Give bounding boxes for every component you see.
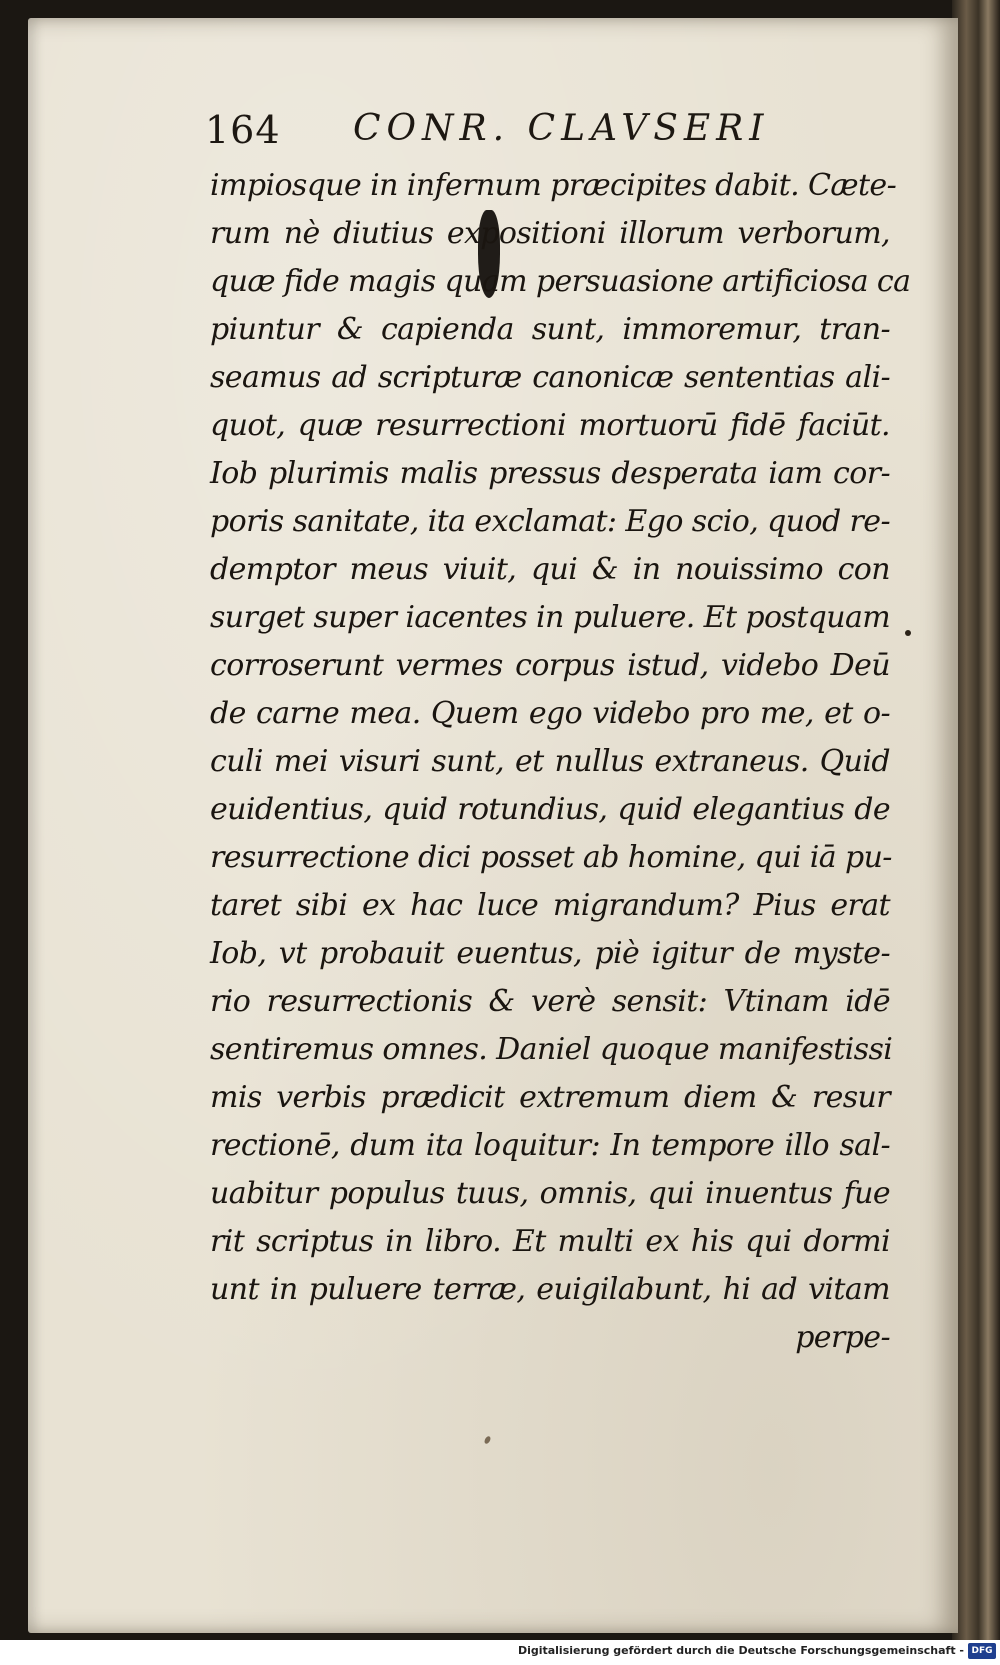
text-line: quæ fide magis quam persuasione artificiosa ca (210, 264, 911, 299)
text-line: corroserunt vermes corpus istud, videbo Deū (210, 648, 890, 683)
book-edge (952, 0, 1000, 1640)
text-line: sentiremus omnes. Daniel quoque manifestissi (210, 1032, 893, 1067)
paper-speck (905, 630, 911, 636)
text-line: rectionē, dum ita loquitur: In tempore illo sal- (210, 1128, 890, 1163)
text-line: rum nè diutius expositioni illorum verborum, (210, 216, 890, 251)
text-line: impiosque in infernum præcipites dabit. Cæte- (210, 168, 897, 203)
text-line: poris sanitate, ita exclamat: Ego scio, quod re- (210, 504, 890, 539)
text-line: de carne mea. Quem ego videbo pro me, et o- (210, 696, 890, 731)
text-line: surget super iacentes in puluere. Et postquam (210, 600, 891, 635)
text-line: rio resurrectionis & verè sensit: Vtinam idē (210, 984, 890, 1019)
body-text (210, 162, 911, 1362)
text-line: euidentius, quid rotundius, quid elegantius de (210, 792, 890, 827)
dfg-logo: DFG (968, 1643, 996, 1659)
running-head: CONR. CLAVSERI (353, 108, 770, 149)
funding-credit: Digitalisierung gefördert durch die Deutsche Forschungsgemeinschaft - (517, 1644, 964, 1657)
text-line: piuntur & capienda sunt, immoremur, tran- (210, 312, 890, 347)
footer-bar (0, 1640, 1000, 1665)
text-line: culi mei visuri sunt, et nullus extraneus. Quid (210, 744, 890, 779)
text-line: demptor meus viuit, qui & in nouissimo con (210, 552, 890, 587)
catchword: perpe- (795, 1320, 890, 1355)
text-line: resurrectione dici posset ab homine, qui iā pu- (210, 840, 892, 875)
page-number: 164 (205, 108, 281, 152)
text-line: uabitur populus tuus, omnis, qui inuentus fue (210, 1176, 890, 1211)
text-line: quot, quæ resurrectioni mortuorū fidē faciūt. (210, 408, 890, 443)
text-line: mis verbis prædicit extremum diem & resur (210, 1080, 890, 1115)
page-header (205, 108, 805, 156)
text-line: seamus ad scripturæ canonicæ sententias ali- (210, 360, 890, 395)
text-line: rit scriptus in libro. Et multi ex his qui dormi (210, 1224, 890, 1259)
text-line: unt in puluere terræ, euigilabunt, hi ad vitam (210, 1272, 890, 1307)
text-line: Iob, vt probauit euentus, piè igitur de myste- (210, 936, 890, 971)
text-line: taret sibi ex hac luce migrandum? Pius erat (210, 888, 890, 923)
text-line: Iob plurimis malis pressus desperata iam cor- (210, 456, 890, 491)
